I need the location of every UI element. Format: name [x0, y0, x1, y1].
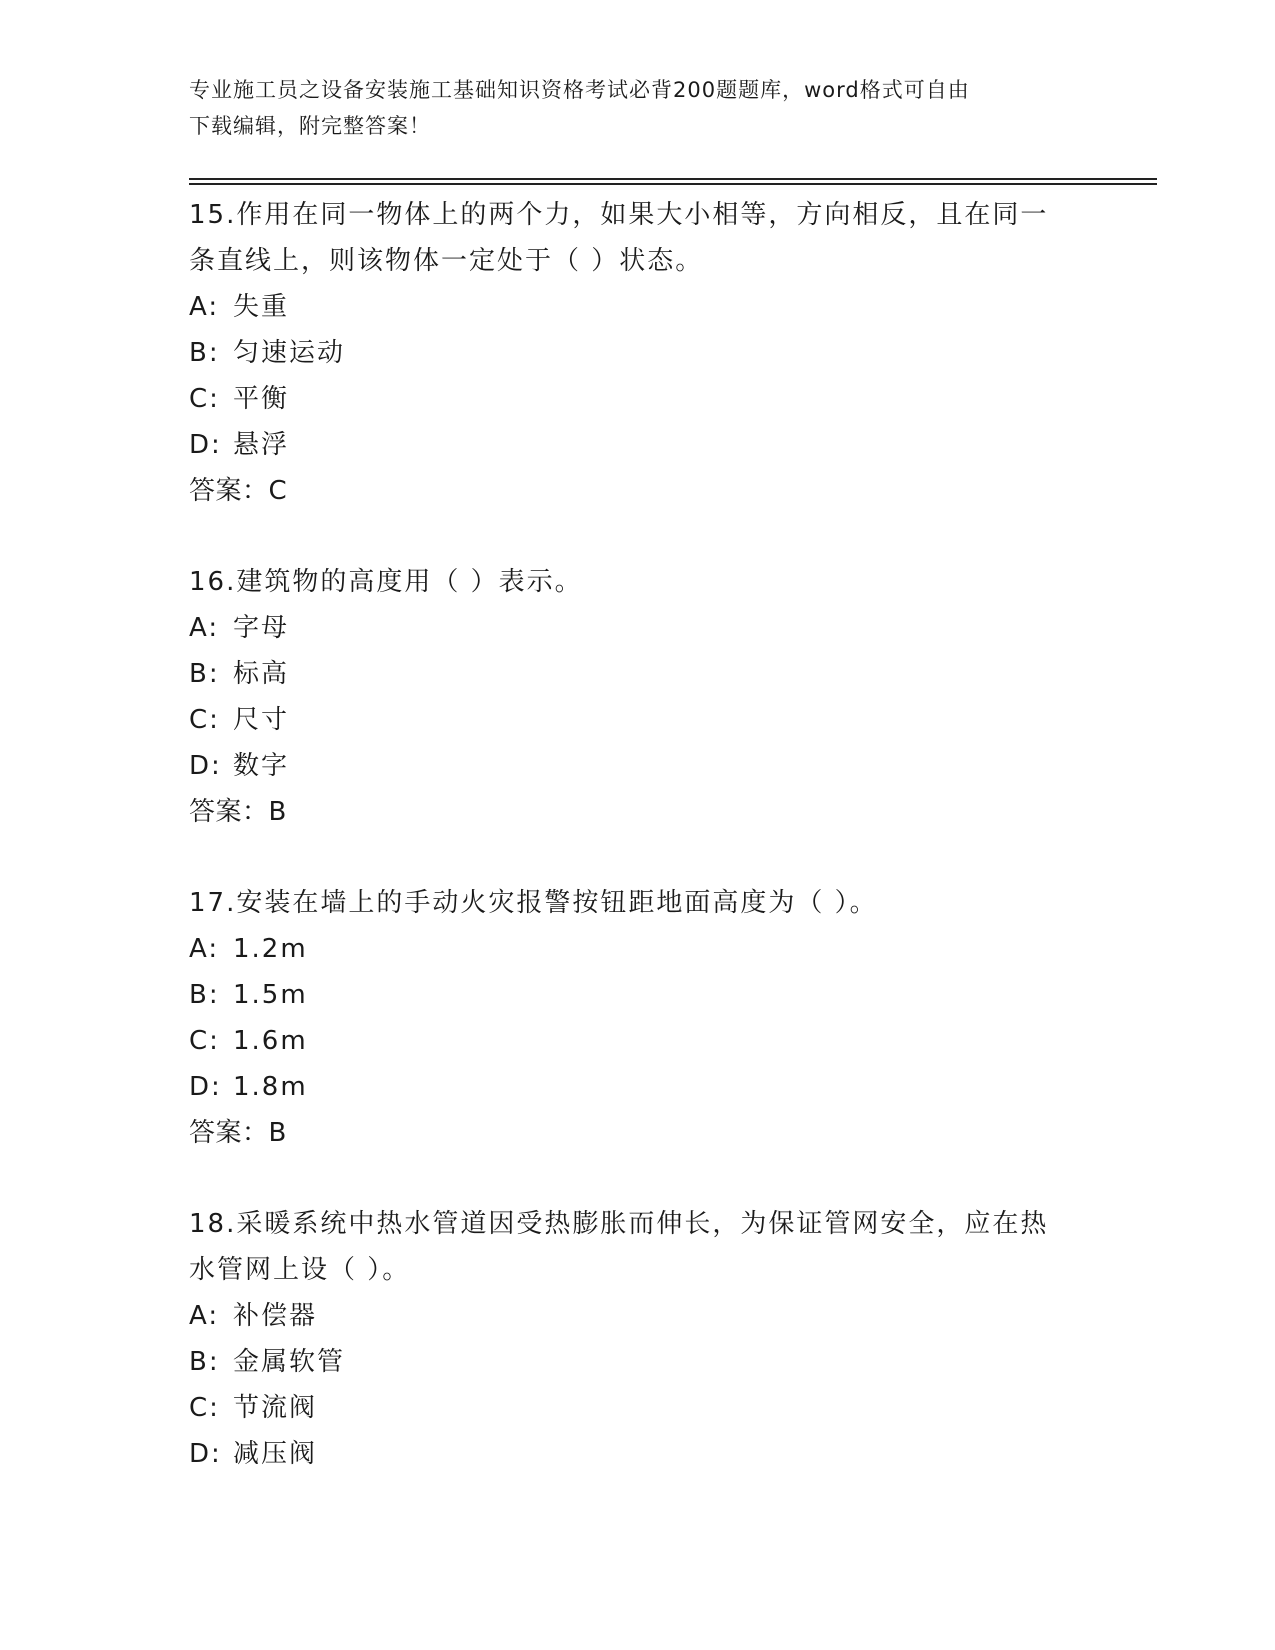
- document-header: [189, 72, 1089, 144]
- option-label: 字母: [233, 613, 290, 643]
- answer-line: 答案：B: [189, 1118, 287, 1148]
- option-key: D:: [189, 1439, 222, 1469]
- option-key: C:: [189, 1393, 220, 1423]
- option-b: [189, 330, 1089, 376]
- option-label: 标高: [233, 659, 290, 689]
- option-d: [189, 422, 1089, 468]
- option-key: B:: [189, 1347, 220, 1377]
- option-key: D:: [189, 430, 222, 460]
- option-d: [189, 743, 1089, 789]
- answer-line: 答案：B: [189, 797, 287, 827]
- question-16: [189, 559, 1089, 835]
- option-label: 节流阀: [233, 1393, 318, 1423]
- option-label: 1.2m: [233, 934, 308, 964]
- option-c: [189, 376, 1089, 422]
- question-18: [189, 1201, 1089, 1477]
- option-label: 补偿器: [233, 1301, 318, 1331]
- header-line-2: 下载编辑，附完整答案！: [189, 114, 431, 138]
- question-spacer: [189, 1156, 1089, 1201]
- option-key: B:: [189, 980, 220, 1010]
- header-line-1: 专业施工员之设备安装施工基础知识资格考试必背200题题库，word格式可自由: [189, 78, 970, 102]
- option-b: [189, 972, 1089, 1018]
- option-label: 减压阀: [233, 1439, 318, 1469]
- option-label: 1.5m: [233, 980, 308, 1010]
- option-c: [189, 1385, 1089, 1431]
- question-17: [189, 880, 1089, 1156]
- option-a: [189, 926, 1089, 972]
- option-key: C:: [189, 384, 220, 414]
- option-label: 金属软管: [233, 1347, 346, 1377]
- option-label: 数字: [233, 751, 290, 781]
- option-key: A:: [189, 1301, 220, 1331]
- question-text-line-2: 水管网上设（ ）。: [189, 1255, 411, 1285]
- option-label: 尺寸: [233, 705, 290, 735]
- option-label: 悬浮: [233, 430, 290, 460]
- question-list: [189, 192, 1089, 1477]
- option-d: [189, 1064, 1089, 1110]
- option-key: C:: [189, 705, 220, 735]
- option-b: [189, 651, 1089, 697]
- option-b: [189, 1339, 1089, 1385]
- question-text-line-1: 16.建筑物的高度用（ ）表示。: [189, 567, 583, 597]
- option-a: [189, 605, 1089, 651]
- option-label: 1.6m: [233, 1026, 308, 1056]
- option-key: C:: [189, 1026, 220, 1056]
- option-key: B:: [189, 338, 220, 368]
- option-a: [189, 284, 1089, 330]
- option-label: 平衡: [233, 384, 290, 414]
- header-divider-bottom: [189, 183, 1157, 185]
- option-key: B:: [189, 659, 220, 689]
- option-key: A:: [189, 934, 220, 964]
- question-spacer: [189, 514, 1089, 559]
- question-spacer: [189, 835, 1089, 880]
- question-text-line-1: 15.作用在同一物体上的两个力，如果大小相等，方向相反，且在同一: [189, 200, 1049, 230]
- option-label: 1.8m: [233, 1072, 308, 1102]
- question-text-line-1: 18.采暖系统中热水管道因受热膨胀而伸长，为保证管网安全，应在热: [189, 1209, 1049, 1239]
- option-key: D:: [189, 751, 222, 781]
- option-label: 失重: [233, 292, 290, 322]
- header-divider-top: [189, 178, 1157, 180]
- option-c: [189, 1018, 1089, 1064]
- option-key: A:: [189, 613, 220, 643]
- option-key: D:: [189, 1072, 222, 1102]
- option-c: [189, 697, 1089, 743]
- question-15: [189, 192, 1089, 514]
- option-key: A:: [189, 292, 220, 322]
- answer-line: 答案：C: [189, 476, 288, 506]
- option-label: 匀速运动: [233, 338, 346, 368]
- question-text-line-2: 条直线上，则该物体一定处于（ ）状态。: [189, 246, 704, 276]
- option-a: [189, 1293, 1089, 1339]
- question-text-line-1: 17.安装在墙上的手动火灾报警按钮距地面高度为（ ）。: [189, 888, 878, 918]
- option-d: [189, 1431, 1089, 1477]
